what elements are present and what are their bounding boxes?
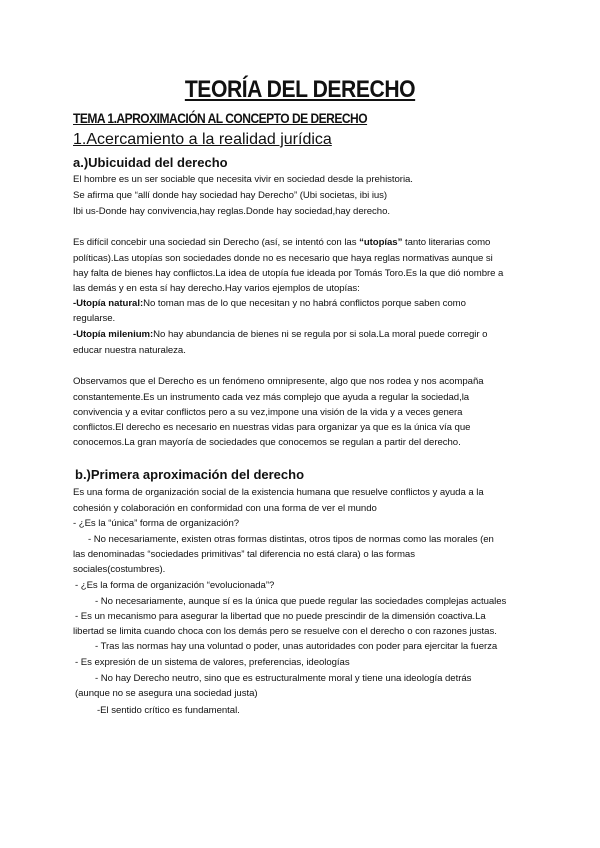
paragraph-line: (aunque no se asegura una sociedad justa) (75, 688, 258, 699)
paragraph-line: regularse. (73, 313, 116, 324)
list-item: - Tras las normas hay una voluntad o poder, unas autoridades con poder para ejercitar la fuerza (95, 641, 498, 652)
list-item: - No necesariamente, existen otras formas distintas, otros tipos de normas como las morales (en (88, 534, 494, 545)
paragraph-line: Observamos que el Derecho es un fenómeno omnipresente, algo que nos rodea y nos acompaña (73, 376, 484, 387)
paragraph-line (73, 237, 490, 249)
section-heading: 1.Acercamiento a la realidad jurídica (73, 131, 332, 148)
paragraph-line: El hombre es un ser sociable que necesita vivir en sociedad desde la prehistoria. (73, 174, 413, 185)
list-item: - Es expresión de un sistema de valores, preferencias, ideologías (75, 657, 350, 668)
list-item: - No necesariamente, aunque sí es la única que puede regular las sociedades complejas actuales (95, 596, 507, 607)
subsection-a-heading: a.)Ubicuidad del derecho (73, 155, 228, 170)
list-item: - Es un mecanismo para asegurar la libertad que no puede prescindir de la dimensión coactiva.La (75, 611, 486, 622)
paragraph-line: Es una forma de organización social de la existencia humana que resuelve conflictos y ayuda a la (73, 487, 484, 498)
paragraph-line: educar nuestra naturaleza. (73, 345, 186, 356)
paragraph-line: conflictos.El derecho es necesario en nuestras vidas para organizar ya que es la única vía que (73, 422, 471, 433)
paragraph-line: Se afirma que “allí donde hay sociedad hay Derecho” (Ubi societas, ibi ius) (73, 190, 388, 201)
topic-heading: TEMA 1.APROXIMACIÓN AL CONCEPTO DE DERECHO (73, 110, 368, 126)
paragraph-line: constantemente.Es un instrumento cada vez más complejo que ayuda a regular la sociedad,la (73, 392, 470, 403)
document-title: TEORÍA DEL DERECHO (184, 76, 416, 103)
paragraph-line: cohesión y colaboración en conformidad con una forma de ver el mundo (73, 503, 377, 514)
text-run: tanto literarias como (402, 237, 491, 248)
paragraph-line (73, 329, 487, 341)
list-item: - ¿Es la “única” forma de organización? (73, 518, 240, 529)
text-run-bold: “utopías” (359, 237, 403, 248)
text-run: No toman mas de lo que necesitan y no habrá conflictos porque saben como (143, 298, 466, 309)
text-run-bold: -Utopía natural: (73, 298, 144, 309)
list-item: - ¿Es la forma de organización “evolucionada”? (75, 580, 275, 591)
list-item: -El sentido crítico es fundamental. (97, 705, 240, 716)
text-run: No hay abundancia de bienes ni se regula por si sola.La moral puede corregir o (153, 329, 488, 340)
list-item: - No hay Derecho neutro, sino que es estructuralmente moral y tiene una ideología detrás (95, 673, 472, 684)
paragraph-line: políticas).Las utopías son sociedades donde no es necesario que haya reglas normativas aunque si (73, 253, 493, 264)
paragraph-line: las denominadas “sociedades primitivas” tal diferencia no está clara) o las formas (73, 549, 415, 560)
paragraph-line: Ibi us-Donde hay convivencia,hay reglas.Donde hay sociedad,hay derecho. (73, 206, 390, 217)
paragraph-line: sociales(costumbres). (73, 564, 166, 575)
paragraph-line: hay falta de bienes hay conflictos.La idea de utopía fue ideada por Tomás Toro.Es la que dió nombre a (73, 268, 504, 279)
paragraph-line: convivencia y a evitar conflictos pero a su vez,impone una visión de la vida y a veces genera (73, 407, 463, 418)
paragraph-line: conocemos.La gran mayoría de sociedades que conocemos se regulan a partir del derecho. (73, 437, 461, 448)
paragraph-line (73, 298, 466, 310)
text-run: Es difícil concebir una sociedad sin Derecho (así, se intentó con las (73, 237, 360, 248)
subsection-b-heading: b.)Primera aproximación del derecho (75, 467, 305, 482)
paragraph-line: libertad se limita cuando choca con los demás pero se resuelve con el derecho o con razones justas. (73, 626, 497, 637)
paragraph-line: las demás y en esta sí hay derecho.Hay varios ejemplos de utopías: (73, 283, 360, 294)
text-run-bold: -Utopía milenium: (73, 329, 154, 340)
